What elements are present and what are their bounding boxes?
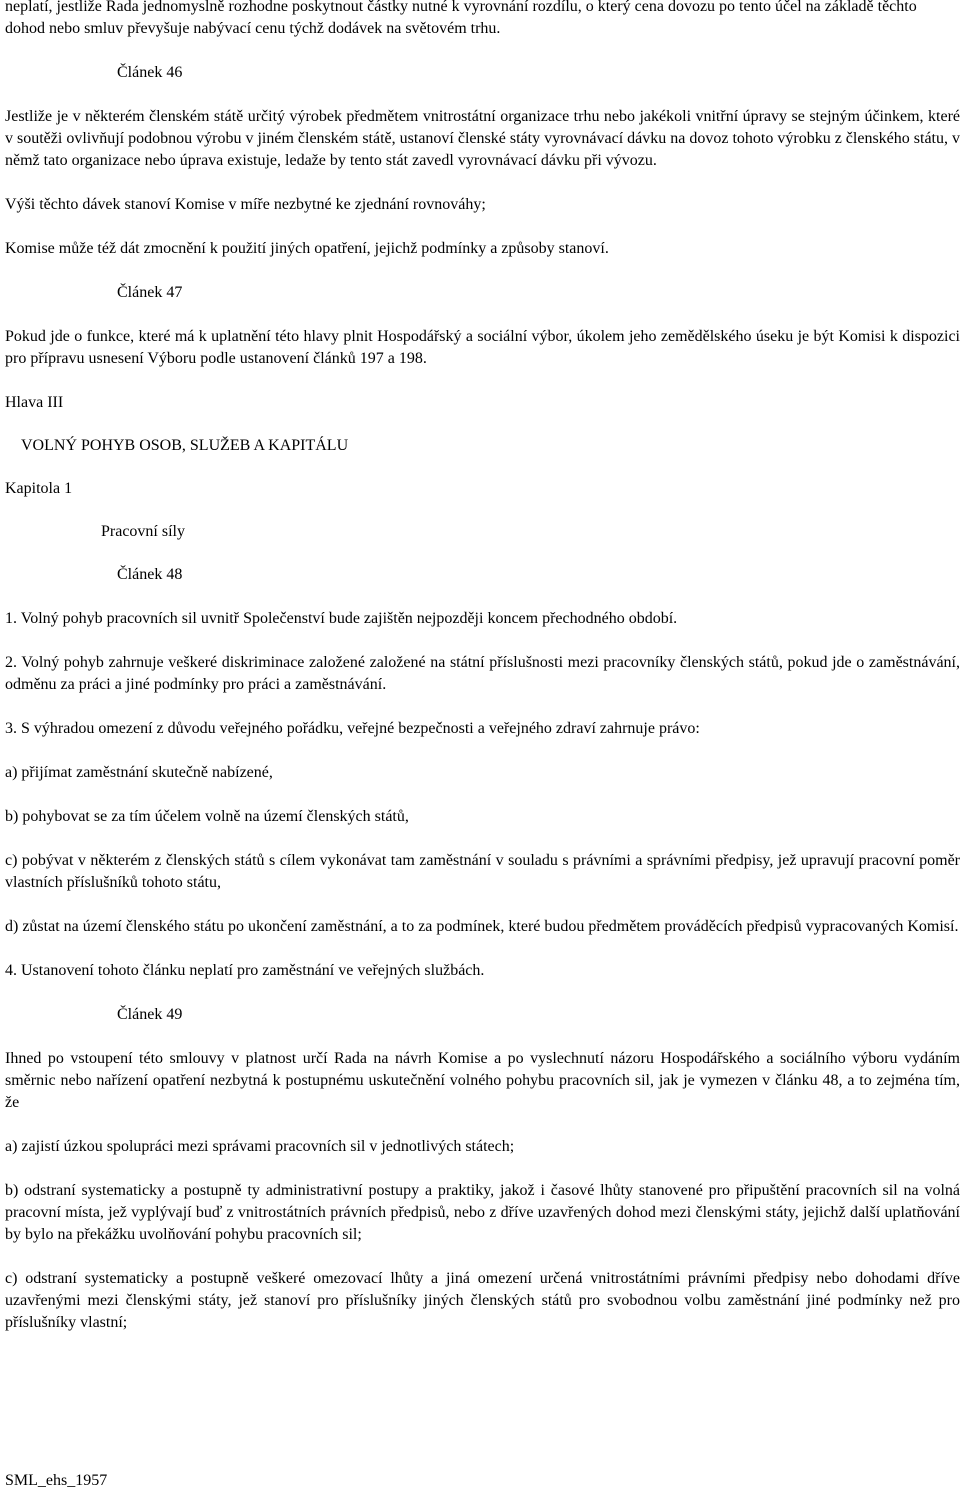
article-46-heading: Článek 46 (117, 64, 183, 81)
article-48-item-d: d) zůstat na území členského státu po ukončení zaměstnání, a to za podmínek, které budou předmětem prováděcích předpisů vypracovaných Komisí. (5, 918, 959, 935)
article-46-paragraph-1: Jestliže je v některém členském státě určitý výrobek předmětem vnitrostátní organizace trhu nebo jakékoli vnitřní úpravy se stejným účinkem, které v soutěži ovlivňují podobnou výrobu v jiném členském státě, ustanoví členské státy vyrovnávací dávku na dovoz tohoto výrobku z členského státu, v němž tato organizace nebo úprava existuje, ledaže by tento stát zavedl vyrovnávací dávku při vývozu. (5, 108, 960, 169)
article-47-heading: Článek 47 (117, 284, 183, 301)
article-48-item-b: b) pohybovat se za tím účelem volně na území členských států, (5, 808, 409, 825)
part-title: VOLNÝ POHYB OSOB, SLUŽEB A KAPITÁLU (21, 437, 349, 454)
article-49-item-a: a) zajistí úzkou spolupráci mezi správami pracovních sil v jednotlivých státech; (5, 1138, 515, 1155)
intro-paragraph: neplatí, jestliže Rada jednomyslně rozhodne poskytnout částky nutné k vyrovnání rozdílu, o který cena dovozu po tento účel na základě těchto dohod nebo smluv převyšuje nabývací cenu týchž dodávek na světovém trhu. (5, 0, 917, 37)
article-46-paragraph-2: Výši těchto dávek stanoví Komise v míře nezbytné ke zjednání rovnováhy; (5, 196, 486, 213)
chapter-heading: Kapitola 1 (5, 480, 73, 497)
article-49-paragraph-1: Ihned po vstoupení této smlouvy v platnost určí Rada na návrh Komise a po vyslechnutí názoru Hospodářského a sociálního výboru vydáním směrnic nebo nařízení opatření nezbytná k postupnému uskutečnění volného pohybu pracovních sil, jak je vymezen v článku 48, a to zejména tím, že (5, 1050, 960, 1111)
article-49-heading: Článek 49 (117, 1006, 183, 1023)
chapter-title: Pracovní síly (101, 523, 185, 540)
document-page (5, 0, 960, 1356)
article-47-paragraph-1: Pokud jde o funkce, které má k uplatnění této hlavy plnit Hospodářský a sociální výbor, úkolem jeho zemědělského úseku je být Komisi k dispozici pro přípravu usnesení Výboru podle ustanovení článků 197 a 198. (5, 328, 960, 367)
article-48-paragraph-1: 1. Volný pohyb pracovních sil uvnitř Společenství bude zajištěn nejpozději koncem přechodného období. (5, 610, 678, 627)
article-48-paragraph-4: 4. Ustanovení tohoto článku neplatí pro zaměstnání ve veřejných službách. (5, 962, 485, 979)
article-46-paragraph-3: Komise může též dát zmocnění k použití jiných opatření, jejichž podmínky a způsoby stanoví. (5, 240, 609, 257)
article-48-item-a: a) přijímat zaměstnání skutečně nabízené, (5, 764, 273, 781)
article-48-paragraph-3: 3. S výhradou omezení z důvodu veřejného pořádku, veřejné bezpečnosti a veřejného zdraví zahrnuje právo: (5, 720, 700, 737)
article-48-heading: Článek 48 (117, 566, 183, 583)
footer-label: SML_ehs_1957 (5, 1472, 108, 1489)
article-48-item-c: c) pobývat v některém z členských států s cílem vykonávat tam zaměstnání v souladu s právními a správními předpisy, jež upravují pracovní poměr vlastních příslušníků tohoto státu, (5, 852, 960, 891)
article-49-item-c: c) odstraní systematicky a postupně veškeré omezovací lhůty a jiná omezení určená vnitrostátními právními předpisy nebo dohodami dříve uzavřenými mezi členskými státy, jež stanoví pro příslušníky jiných členských států pro svobodnou volbu zaměstnání jiné podmínky než pro příslušníky vlastní; (5, 1270, 960, 1331)
part-heading: Hlava III (5, 394, 64, 411)
article-49-item-b: b) odstraní systematicky a postupně ty administrativní postupy a praktiky, jakož i časové lhůty stanovené pro připuštění pracovních sil na volná pracovní místa, jež vyplývají buď z vnitrostátních právních předpisů, nebo z dříve uzavřených dohod mezi členskými státy, jejichž další uplatňování by bylo na překážku uvolňování pohybu pracovních sil; (5, 1182, 960, 1243)
article-48-paragraph-2: 2. Volný pohyb zahrnuje veškeré diskriminace založené založené na státní příslušnosti mezi pracovníky členských států, pokud jde o zaměstnávání, odměnu za práci a jiné podmínky pro práci a zaměstnávání. (5, 654, 960, 693)
